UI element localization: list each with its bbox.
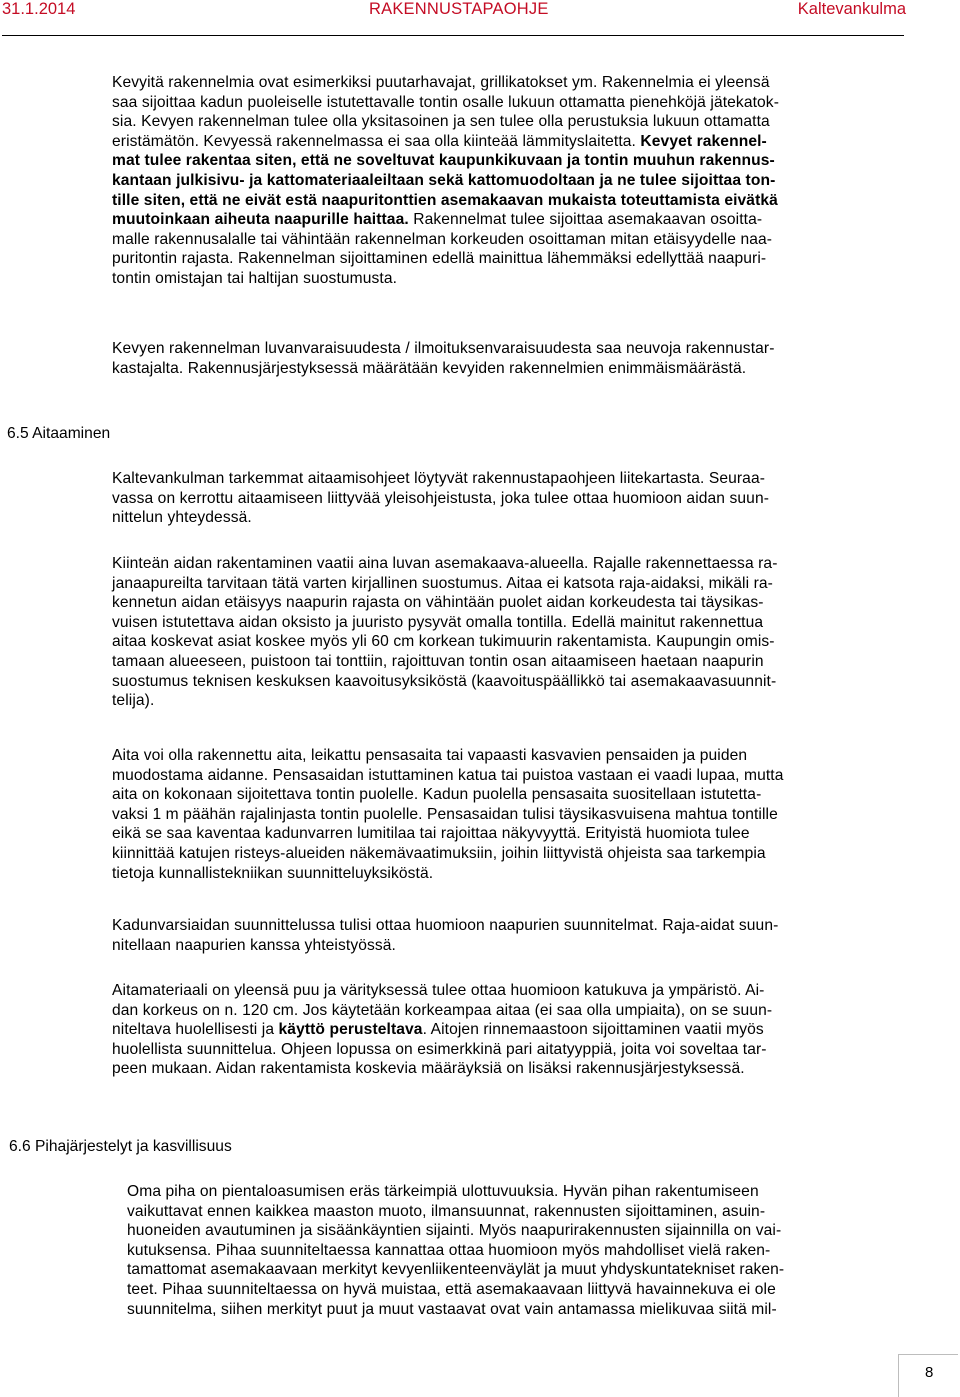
text-run: sia. Kevyen rakennelman tulee olla yksitasoinen ja sen tulee olla perustuksia lukuun ottamatta (112, 113, 770, 131)
text-run: suunnitelma, siihen merkityt puut ja muut vastaavat ovat vain antamassa mielikuvaa siitä mil- (127, 1300, 777, 1318)
text-line (112, 632, 778, 652)
text-line (112, 489, 769, 509)
text-run: telija). (112, 692, 155, 710)
text-run: kutuksensa. Pihaa suunniteltaessa kannattaa ottaa huomioon myös mahdolliset vielä raken- (127, 1241, 771, 1259)
text-line (127, 1182, 784, 1202)
text-line (112, 844, 784, 864)
text-run: malle rakennusalalle tai vähintään rakennelman korkeuden osoittaman mitan etäisyydelle naa- (112, 230, 773, 248)
text-run: niteltava huolellisesti ja (112, 1021, 279, 1039)
paragraph-light-structures (112, 73, 779, 289)
bold-text: käyttö perusteltava (278, 1021, 423, 1039)
paragraph-fencing-intro (112, 469, 769, 528)
page-header (0, 0, 960, 26)
text-run: aita on kokonaan sijoitettava tontin puolelle. Kadun puolella pensasaita suositellaan istutetta- (112, 786, 762, 804)
text-line (112, 359, 774, 379)
text-line (112, 151, 779, 171)
text-run: suostumus teknisen keskuksen kaavoitusyksiköstä (kaavoituspäällikkö tai asemakaavasuunnit- (112, 672, 777, 690)
page-number: 8 (925, 1364, 934, 1381)
section-heading-yard-and-vegetation: 6.6 Pihajärjestelyt ja kasvillisuus (9, 1138, 232, 1155)
text-run: huolellista suunnittelua. Ohjeen lopussa on esimerkkinä pari aitatyyppiä, joita voi soveltaa tar- (112, 1040, 767, 1058)
paragraph-permit-advice (112, 339, 774, 378)
text-run: Kevyitä rakennelmia ovat esimerkiksi puutarhavajat, grillikatokset ym. Rakennelmia ei yleensä (112, 74, 770, 91)
text-run: teet. Pihaa suunniteltaessa on hyvä muistaa, että asemakaavaan liittyvä havainnekuva ei ole (127, 1280, 776, 1298)
text-line (112, 1020, 772, 1040)
text-run: Kadunvarsiaidan suunnittelussa tulisi ottaa huomioon naapurien suunnitelmat. Raja-aidat suun- (112, 917, 779, 934)
text-line (127, 1202, 784, 1222)
text-run: vaksi 1 m päähän rajalinjasta tontin puolelle. Pensasaidan tulisi täysikasvuisena mahtua tontille (112, 805, 778, 823)
text-run: Oma piha on pientaloasumisen eräs tärkeimpiä ulottuvuuksia. Hyvän pihan rakentumiseen (127, 1183, 759, 1200)
page-number-box (898, 1354, 958, 1397)
paragraph-hedges (112, 746, 784, 883)
text-line (112, 1001, 772, 1021)
text-line (112, 469, 769, 489)
text-run: janaapureilta tarvitaan tätä varten kirjallinen suostumus. Aitaa ei katsota raja-aidaksi, mikäli ra- (112, 574, 773, 592)
text-run: nittelun yhteydessä. (112, 509, 252, 527)
bold-text: Kevyet rakennel- (640, 132, 767, 150)
text-line (112, 981, 772, 1001)
paragraph-fixed-fence-permit (112, 554, 778, 711)
text-line (112, 574, 778, 594)
text-line (127, 1241, 784, 1261)
text-run: vaikuttavat ennen kaikkea maaston muoto, ilmansuunnat, rakennusten sijoittaminen, asuin- (127, 1202, 766, 1220)
text-run: tietoja kunnallistekniikan suunnitteluyksiköstä. (112, 864, 434, 882)
bold-text: muutoinkaan aiheuta naapurille haittaa. (112, 211, 409, 229)
text-line (112, 93, 779, 113)
text-line (127, 1280, 784, 1300)
section-heading-fencing: 6.5 Aitaaminen (7, 425, 111, 442)
text-line (112, 613, 778, 633)
text-run: puritontin rajasta. Rakennelman sijoittaminen edellä mainittua lähemmäksi edellyttää naapuri- (112, 250, 767, 268)
header-divider (2, 35, 904, 36)
text-run: Aitamateriaali on yleensä puu ja värityksessä tulee ottaa huomioon katukuva ja ympäristö. Ai- (112, 982, 765, 999)
text-line (112, 916, 778, 936)
text-line (112, 508, 769, 528)
header-title: RAKENNUSTAPAOHJE (369, 0, 549, 18)
text-line (112, 132, 779, 152)
text-line (112, 112, 779, 132)
text-line (112, 652, 778, 672)
text-run: peen mukaan. Aidan rakentamista koskevia määräyksiä on lisäksi rakennusjärjestyksessä. (112, 1060, 745, 1078)
text-run: kennetun aidan etäisyys naapurin rajasta on vähintään puolet aidan korkeudesta tai täysikas- (112, 594, 764, 612)
paragraph-street-fences (112, 916, 778, 955)
text-run: tamaan alueeseen, puistoon tai tonttiin, rajoittuvan tontin osan aitaamiseen haetaan naapurin (112, 652, 764, 670)
text-run: kastajalta. Rakennusjärjestyksessä määrätään kevyiden rakennelmien enimmäismäärästä. (112, 359, 747, 377)
text-line (112, 672, 778, 692)
text-run: Rakennelmat tulee sijoittaa asemakaavan osoitta- (408, 211, 763, 229)
text-line (112, 191, 779, 211)
text-line (112, 936, 778, 956)
paragraph-yard-planning (127, 1182, 784, 1319)
text-line (127, 1260, 784, 1280)
text-run: kiinnittää katujen risteys-alueiden näkemävaatimuksiin, joihin liittyvistä ohjeista saa tarkempia (112, 844, 766, 862)
text-run: saa sijoittaa kadun puoleiselle istutettavalle tontin osalle lukuun ottamatta pienehköjä jätekatok- (112, 93, 779, 111)
text-line (112, 249, 779, 269)
text-run: Kevyen rakennelman luvanvaraisuudesta / ilmoituksenvaraisuudesta saa neuvoja rakennustar- (112, 340, 775, 357)
text-run: nitellaan naapurien kanssa yhteistyössä. (112, 936, 396, 954)
text-run: tontin omistajan tai haltijan suostumusta. (112, 269, 398, 287)
text-run: Kiinteän aidan rakentaminen vaatii aina luvan asemakaava-alueella. Rajalle rakennettaessa ra- (112, 555, 778, 572)
bold-text: tille siten, että ne eivät estä naapuritonttien asemakaavan mukaista toteuttamista eivätkä (112, 191, 778, 209)
text-line (112, 805, 784, 825)
text-line (112, 691, 778, 711)
text-line (112, 339, 774, 359)
text-run: aitaa koskevat asiat koskee myös yli 60 cm korkean tukimuurin rakentamista. Kaupungin omis- (112, 633, 775, 651)
text-line (127, 1221, 784, 1241)
text-line (112, 864, 784, 884)
text-line (112, 73, 779, 93)
text-line (112, 230, 779, 250)
text-run: eikä se saa kaventaa kadunvarren lumitilaa tai rajoittaa näkyvyyttä. Erityistä huomiota tulee (112, 825, 750, 843)
text-line (112, 785, 784, 805)
bold-text: mat tulee rakentaa siten, että ne soveltuvat kaupunkikuvaan ja tontin muuhun rakennus- (112, 152, 775, 170)
text-line (112, 171, 779, 191)
text-line (112, 554, 778, 574)
text-run: tamattomat asemakaavaan merkityt kevyenliikenteenväylät ja muut yhdyskuntatekniset raken- (127, 1261, 785, 1279)
text-line (112, 766, 784, 786)
text-run: . Aitojen rinnemaastoon sijoittaminen vaatii myös (422, 1021, 764, 1039)
text-run: Aita voi olla rakennettu aita, leikattu pensasaita tai vapaasti kasvavien pensaiden ja puiden (112, 747, 748, 764)
text-line (112, 1059, 772, 1079)
paragraph-fence-material (112, 981, 772, 1079)
text-line (112, 746, 784, 766)
text-run: Kaltevankulman tarkemmat aitaamisohjeet löytyvät rakennustapaohjeen liitekartasta. Seuraa- (112, 470, 766, 487)
text-run: vuisen istutettava aidan oksisto ja juuristo pysyvät omalla tontilla. Edellä mainitut rakennettua (112, 613, 764, 631)
header-place: Kaltevankulma (797, 0, 906, 18)
bold-text: kantaan julkisivu- ja kattomateriaaleiltaan sekä kattomuodoltaan ja ne tulee sijoittaa ton- (112, 171, 776, 189)
text-line (112, 593, 778, 613)
text-run: huoneiden avautuminen ja sisäänkäyntien sijainti. Myös naapurirakennusten sijainnilla on vai- (127, 1222, 782, 1240)
text-line (112, 1040, 772, 1060)
text-run: vassa on kerrottu aitaamiseen liittyvää yleisohjeistusta, joka tulee ottaa huomioon aidan suun- (112, 489, 770, 507)
text-line (112, 210, 779, 230)
text-line (127, 1300, 784, 1320)
text-run: eristämätön. Kevyessä rakennelmassa ei saa olla kiinteää lämmityslaitetta. (112, 132, 641, 150)
text-run: dan korkeus on n. 120 cm. Jos käytetään korkeampaa aitaa (ei saa olla umpiaita), on se suun- (112, 1001, 773, 1019)
text-line (112, 824, 784, 844)
header-date: 31.1.2014 (2, 0, 76, 18)
text-run: muodostama aidanne. Pensasaidan istuttaminen katua tai puistoa vastaan ei vaadi lupaa, mutta (112, 766, 784, 784)
text-line (112, 269, 779, 289)
